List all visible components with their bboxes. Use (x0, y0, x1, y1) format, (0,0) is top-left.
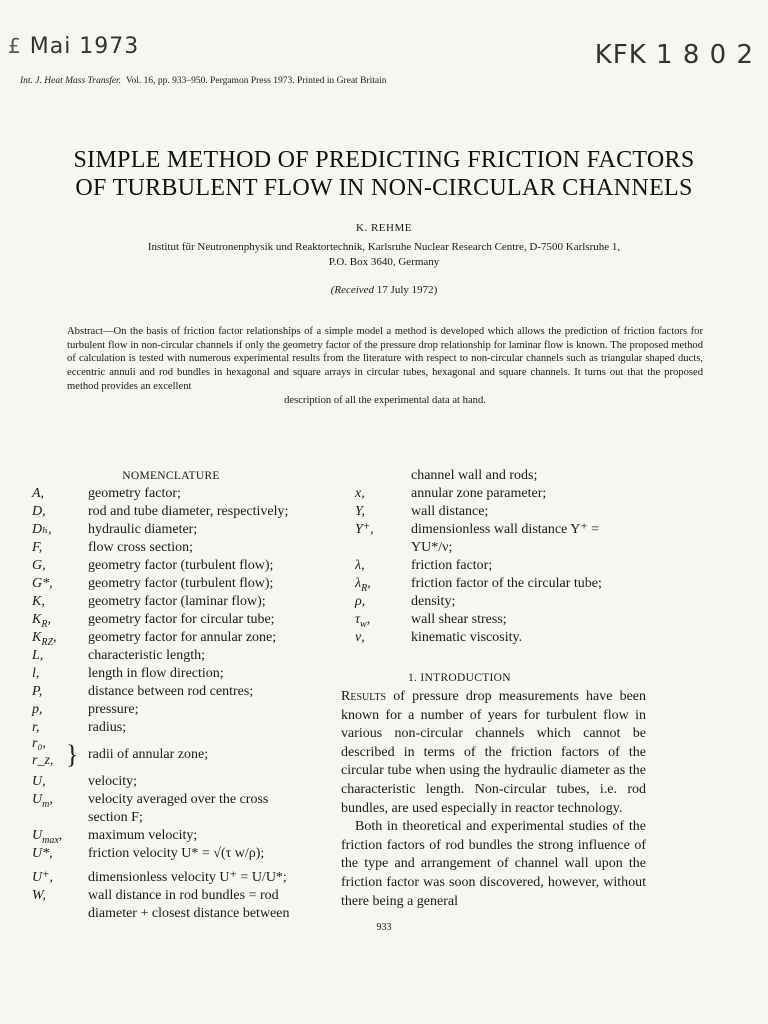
nom-symbol: Y⁺, (355, 522, 374, 537)
nomenclature-entry (32, 503, 332, 521)
received-prefix: (Received (330, 284, 375, 296)
brace: } (66, 740, 79, 769)
nom-description: velocity; (88, 774, 137, 789)
nom-description: friction velocity U* = √(τ w/ρ); (88, 846, 265, 861)
nom-description: velocity averaged over the cross (88, 792, 269, 807)
nom-symbol: U, (32, 774, 46, 789)
nomenclature-entry (32, 539, 332, 557)
nomenclature-entry (32, 773, 332, 791)
author: K. REHME (356, 222, 412, 234)
stamp-mark: £ (8, 34, 22, 58)
nom-description: geometry factor (turbulent flow); (88, 558, 274, 573)
nomenclature-entry (355, 575, 655, 593)
nom-symbol: r_z, (32, 753, 54, 768)
nomenclature-entry (32, 887, 332, 905)
received-day: 17 July (376, 284, 409, 296)
nom-symbol: $U_{max}$, (32, 828, 63, 846)
nomenclature-entry (32, 521, 332, 539)
nom-description: wall distance in rod bundles = rod (88, 888, 279, 903)
nom-symbol: K, (32, 594, 45, 609)
introduction-text (341, 688, 646, 911)
nom-continuation: YU*/ν; (411, 540, 453, 555)
received-suffix: 1972) (411, 284, 438, 296)
nom-symbol: F, (32, 540, 43, 555)
nom-symbol: W, (32, 888, 46, 903)
nomenclature-entry (32, 701, 332, 719)
intro-paragraph-2: Both in theoretical and experimental studies of the friction factors of rod bundles the strong influence of the type and arrangement of channel wall upon the friction factor was soon discovered, however, without there being a general (341, 819, 646, 909)
nom-description: radii of annular zone; (88, 747, 209, 762)
nom-symbol: r₀, (32, 736, 46, 751)
nom-description: dimensionless wall distance Y⁺ = (411, 522, 600, 537)
abstract-last-line: description of all the experimental data at hand. (284, 394, 486, 406)
nomenclature-entry (355, 485, 655, 503)
nom-symbol: U*, (32, 846, 53, 861)
nomenclature-entry (32, 575, 332, 593)
nom-description: geometry factor for circular tube; (88, 612, 275, 627)
received-date (0, 284, 768, 296)
nom-description: dimensionless velocity U⁺ = U/U*; (88, 870, 287, 885)
journal-name: Int. J. Heat Mass Transfer. (20, 76, 122, 86)
nom-description: geometry factor (laminar flow); (88, 594, 266, 609)
affiliation-line-2: P.O. Box 3640, Germany (328, 256, 440, 268)
nom-description: radius; (88, 720, 127, 735)
nomenclature-entry (32, 683, 332, 701)
nomenclature-entry (32, 791, 332, 809)
paper-title (0, 146, 768, 202)
nom-symbol: r, (32, 720, 40, 735)
nom-description: geometry factor for annular zone; (88, 630, 277, 645)
abstract-label: Abstract (67, 326, 103, 337)
introduction-heading: 1. INTRODUCTION (408, 672, 511, 684)
nom-symbol: Y, (355, 504, 366, 519)
abstract-body: On the basis of friction factor relationships of a simple model a method is developed which allows the prediction of friction factors for turbulent flow in non-circular channels if only the geometry factor of the pressure drop relationship for laminar flow is known. The proposed method of calculation is tested with numerous experimental results from the literature with respect to non-circular channels such as triangular shaped ducts, eccentric annuli and rod bundles in hexagonal and square arrays in circular tubes, hexagonal and square channels. It turns out that the proposed method provides an excellent (67, 326, 703, 392)
nom-symbol: λ, (355, 558, 365, 573)
nomenclature-heading: NOMENCLATURE (122, 470, 220, 482)
nomenclature-entry (32, 647, 332, 665)
nom-continuation: channel wall and rods; (411, 468, 538, 483)
nom-description: distance between rod centres; (88, 684, 254, 699)
nomenclature-entry (32, 665, 332, 683)
title-line-2: OF TURBULENT FLOW IN NON-CIRCULAR CHANNELS (75, 175, 693, 201)
nom-symbol: G, (32, 558, 46, 573)
nom-symbol: Dₕ, (32, 522, 52, 537)
nomenclature-entry (355, 521, 655, 539)
nom-description: flow cross section; (88, 540, 193, 555)
nom-symbol: P, (32, 684, 43, 699)
intro-lead-word: Results (341, 689, 387, 704)
nom-symbol: A, (32, 486, 45, 501)
nomenclature-entry (32, 557, 332, 575)
nom-symbol: $K_{RZ}$, (32, 630, 57, 648)
nom-description: friction factor of the circular tube; (411, 576, 602, 591)
page-number: 933 (376, 922, 392, 933)
nom-symbol: ν, (355, 630, 365, 645)
nom-description: geometry factor; (88, 486, 181, 501)
nom-description: geometry factor (turbulent flow); (88, 576, 274, 591)
title-line-1: SIMPLE METHOD OF PREDICTING FRICTION FACTORS (73, 147, 695, 173)
abstract: Abstract—On the basis of friction factor relationships of a simple model a method is developed which allows the prediction of friction factors for turbulent flow in non-circular channels if only the geometry factor of the pressure drop relationship for laminar flow is known. The proposed method of calculation is tested with numerous experimental results from the literature with respect to non-circular channels such as triangular shaped ducts, eccentric annuli and rod bundles in hexagonal and square arrays in circular tubes, hexagonal and square channels. It turns out that the proposed method provides an excellent description of all the experimental data at hand. (67, 326, 703, 406)
nom-symbol: $U_m$, (32, 792, 53, 810)
intro-p1-body: of pressure drop measurements have been known for a number of years for turbulent flow in various non-circular channels which cannot be described in terms of the friction factors of the circular tube when using the hydraulic diameter as the characteristic length. Non-circular tubes, i.e. rod bundles, are used especially in reactor technology. (341, 689, 646, 816)
nom-continuation: diameter + closest distance between (88, 906, 290, 921)
nom-description: characteristic length; (88, 648, 205, 663)
nomenclature-entry (32, 845, 332, 863)
nom-description: density; (411, 594, 456, 609)
nomenclature-entry (355, 557, 655, 575)
nom-symbol: L, (32, 648, 44, 663)
nomenclature-entry (32, 593, 332, 611)
nomenclature-entry (355, 593, 655, 611)
nom-symbol: p, (32, 702, 43, 717)
nom-description: wall distance; (411, 504, 489, 519)
nom-symbol: G*, (32, 576, 53, 591)
nom-symbol: ρ, (355, 594, 366, 609)
nomenclature-entry (355, 611, 655, 629)
nom-description: hydraulic diameter; (88, 522, 198, 537)
nom-description: friction factor; (411, 558, 493, 573)
nom-symbol: $\lambda_R$, (355, 576, 371, 594)
nom-description: rod and tube diameter, respectively; (88, 504, 289, 519)
nomenclature-entry (32, 827, 332, 845)
intro-paragraph-1 (341, 688, 646, 818)
nom-description: kinematic viscosity. (411, 630, 523, 645)
stamp-date: Mai 1973 (29, 34, 140, 59)
nom-description: annular zone parameter; (411, 486, 547, 501)
nom-symbol: x, (355, 486, 365, 501)
nomenclature-entry (32, 629, 332, 647)
nom-symbol: $\tau_w$, (355, 612, 371, 630)
nom-description: wall shear stress; (411, 612, 507, 627)
nomenclature-entry (32, 869, 332, 887)
nom-symbol: $K_R$, (32, 612, 51, 630)
nom-symbol: U⁺, (32, 870, 53, 885)
nomenclature-entry (32, 485, 332, 503)
journal-details: Vol. 16, pp. 933–950. Pergamon Press 1973. Printed in Great Britain (125, 76, 387, 86)
nomenclature-entry (32, 611, 332, 629)
report-number-stamp: KFK 1 8 0 2 (594, 40, 754, 70)
affiliation-line-1: Institut für Neutronenphysik und Reaktortechnik, Karlsruhe Nuclear Research Centre, D-7500 Karlsruhe 1, (147, 241, 621, 253)
nom-description: pressure; (88, 702, 139, 717)
nomenclature-left-column (32, 485, 332, 923)
nomenclature-right-column (355, 467, 655, 647)
nom-description: length in flow direction; (88, 666, 224, 681)
nom-symbol: l, (32, 666, 40, 681)
nom-description: maximum velocity; (88, 828, 198, 843)
nomenclature-entry (355, 629, 655, 647)
nomenclature-entry (355, 503, 655, 521)
handwritten-date-stamp (8, 34, 139, 59)
affiliation (0, 240, 768, 270)
nom-symbol: D, (32, 504, 46, 519)
nom-continuation: section F; (88, 810, 143, 825)
nomenclature-radii (32, 737, 332, 773)
journal-citation (20, 76, 386, 86)
